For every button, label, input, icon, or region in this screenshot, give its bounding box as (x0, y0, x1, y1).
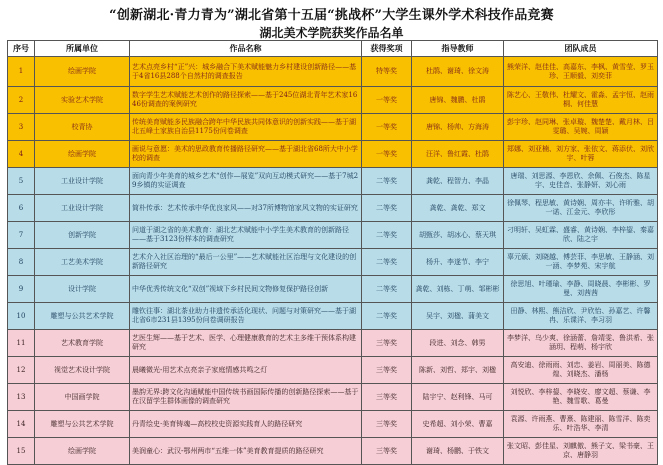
row-award: 特等奖 (362, 57, 412, 87)
row-award: 二等奖 (362, 222, 412, 249)
row-teachers: 史希超、刘小荣、曹嘉 (412, 411, 504, 438)
row-work: 丹青绘史·美育铸魂—高校校史资源实践育人的路径研究 (130, 411, 362, 438)
header-award: 获得奖项 (362, 41, 412, 57)
table-row (8, 357, 658, 384)
row-members: 张文昭、彭佳星、刘麒傲、熊子文、梁书豪、王京、唐静羽 (504, 438, 658, 465)
row-number: 2 (8, 87, 35, 114)
row-award: 一等奖 (362, 87, 412, 114)
row-unit: 工艺美术学院 (35, 249, 130, 276)
row-teachers: 陈新、刘哲、郑宇、刘楹 (412, 357, 504, 384)
row-award: 三等奖 (362, 384, 412, 411)
row-award: 一等奖 (362, 141, 412, 168)
document-subtitle: 湖北美术学院获奖作品名单 (259, 26, 404, 40)
row-members: 彭宇珍、赵同琳、张卓璇、魏楚楚、戴月林、吕雯璐、吴婉、周颖 (504, 114, 658, 141)
row-teachers: 胡甄莎、胡冰心、蔡天琪 (412, 222, 504, 249)
header-work: 作品名称 (130, 41, 362, 57)
row-work: 中华优秀传统文化“双创”视域下乡村民间文物修复保护路径创新 (130, 276, 362, 303)
table-row (8, 195, 658, 222)
row-work: 晨曦微光-用艺术点亮亲子家庭情感共鸣之灯 (130, 357, 362, 384)
row-unit: 艺术教育学院 (35, 330, 130, 357)
row-work: 问道于湖之省的美术教育：湖北艺术赋能中小学生美术教育的创新路径——基于3123份样本的调查研究 (130, 222, 362, 249)
row-award: 三等奖 (362, 357, 412, 384)
row-teachers: 吴宇、刘楹、蒲美文 (412, 303, 504, 330)
row-members: 刁明轩、吴虹霖、盛睿、黄诗娴、李梓鋆、秦嘉欣、陆之宇 (504, 222, 658, 249)
row-teachers: 杜鹃、谢琦、徐文涛 (412, 57, 504, 87)
row-members: 李梦洋、乌少爽、徐涵蕾、詹靖雯、鲁洪希、张涵玥、程萌、杨宇欣 (504, 330, 658, 357)
row-award: 三等奖 (362, 438, 412, 465)
row-teachers: 龚乾、刘栋、丁萌、邹彬彬 (412, 276, 504, 303)
row-teachers: 龚乾、程智力、李晶 (412, 168, 504, 195)
row-unit: 雕塑与公共艺术学院 (35, 303, 130, 330)
row-members: 刘悦欣、李梓鋆、李晓安、廖文超、蔡谦、李艳、魏雪歌、葛曼 (504, 384, 658, 411)
row-work: 画说与意愿：美术的思政教育传播路径研究——基于湖北省68所大中小学校的调查 (130, 141, 362, 168)
row-work: 墨韵无界:跨文化沟通赋能中国传统书画国际传播的创新路径探索——基于在汉留学生群体画像的调查研究 (130, 384, 362, 411)
header-members: 团队成员 (504, 41, 658, 57)
row-members: 熊荣洋、赵佳佳、高嘉东、李枫、黄雪莹、罗玉珍、王顺毅、刘奕菲 (504, 57, 658, 87)
row-unit: 校青协 (35, 114, 130, 141)
row-members: 辜元硕、刘晓越、傅芸菲、李思敏、王静涵、刘一涵、李梦苑、宋宇航 (504, 249, 658, 276)
table-row (8, 57, 658, 87)
row-members: 郑娜、刘亚楠、刘方家、张依文、蒋添伏、刘欣宇、叶蓉 (504, 141, 658, 168)
row-teachers: 陆宇宁、赵利锋、马可 (412, 384, 504, 411)
row-unit: 实验艺术学院 (35, 87, 130, 114)
table-row (8, 384, 658, 411)
row-work: 面向青少年美育的城乡艺术“创作—展览”双向互动模式研究——基于7城29乡镇的实证调查 (130, 168, 362, 195)
row-teachers: 龚乾、龚乾、郑文 (412, 195, 504, 222)
row-work: 艺术点亮乡村“正”兴：城乡融合下美术赋能魅力乡村建设创新路径——基于4省16县288个自然村的调查报告 (130, 57, 362, 87)
table-row (8, 276, 658, 303)
row-unit: 中国画学院 (35, 384, 130, 411)
row-number: 10 (8, 303, 35, 330)
row-work: 雕钦往事：湖北茶业助力非遗传承活化现状、问题与对策研究——基于湖北省6市231县1395份问卷调研报告 (130, 303, 362, 330)
award-table (7, 40, 658, 465)
row-teachers: 唐锦、杨帅、方海涛 (412, 114, 504, 141)
row-number: 9 (8, 276, 35, 303)
table-header-row (8, 41, 658, 57)
row-award: 三等奖 (362, 330, 412, 357)
row-members: 徐佩琴、程思敏、黄诗娴、周亦丰、许昕雅、胡一诺、江金元、李欣彤 (504, 195, 658, 222)
row-members: 田静、林熙、熊洁欣、尹欣怡、孙嘉艺、许馨冉、乐谍洋、李习羽 (504, 303, 658, 330)
row-members: 徐思旭、叶瑾瑜、李静、周晓晨、李彬彬、罗曼、刘茜茜 (504, 276, 658, 303)
header-number: 序号 (8, 41, 35, 57)
row-number: 6 (8, 195, 35, 222)
row-unit: 绘画学院 (35, 57, 130, 87)
row-unit: 工业设计学院 (35, 195, 130, 222)
row-number: 12 (8, 357, 35, 384)
row-work: 数字学生艺术赋能艺术创作的路径探索——基于245位湖北青年艺术家1646份调查的案例研究 (130, 87, 362, 114)
row-award: 二等奖 (362, 168, 412, 195)
table-row (8, 222, 658, 249)
table-row (8, 438, 658, 465)
table-row (8, 303, 658, 330)
row-number: 1 (8, 57, 35, 87)
row-work: 美润童心：武汉-鄂州两市“五维一体”美育教育提质的路径研究 (130, 438, 362, 465)
row-award: 二等奖 (362, 249, 412, 276)
row-teachers: 段进、刘念、韩男 (412, 330, 504, 357)
row-work: 传统美育赋能多民族融合跨年中华民族共同体意识的创新实践——基于湖北五峰土家族自治县1175份问卷调查 (130, 114, 362, 141)
table-row (8, 114, 658, 141)
row-teachers: 杨升、李遂节、李宁 (412, 249, 504, 276)
row-members: 袁源、许雨燕、曹熹、陈建丽、陈雪洋、陈奕乐、叶浩华、李清 (504, 411, 658, 438)
row-unit: 设计学院 (35, 276, 130, 303)
row-number: 5 (8, 168, 35, 195)
row-teachers: 汪洋、鲁红霞、杜鹃 (412, 141, 504, 168)
row-award: 三等奖 (362, 411, 412, 438)
row-award: 二等奖 (362, 195, 412, 222)
row-members: 陈艺心、王敬伟、杜耀文、霍淼、孟宇恒、赵雨桐、何佳慧 (504, 87, 658, 114)
row-unit: 视觉艺术设计学院 (35, 357, 130, 384)
row-members: 唐瑞、刘思源、李恩欣、余佩、石俊杰、陈星宇、史佳音、张静妍、刘心雨 (504, 168, 658, 195)
header-teachers: 指导教师 (412, 41, 504, 57)
table-row (8, 330, 658, 357)
table-row (8, 168, 658, 195)
row-teachers: 谢琦、杨鹏、于铁文 (412, 438, 504, 465)
row-award: 一等奖 (362, 114, 412, 141)
row-number: 13 (8, 384, 35, 411)
row-number: 7 (8, 222, 35, 249)
row-unit: 创新学院 (35, 222, 130, 249)
row-number: 11 (8, 330, 35, 357)
row-teachers: 唐锦、魏鹏、杜鹃 (412, 87, 504, 114)
row-award: 二等奖 (362, 303, 412, 330)
row-work: 简朴传承：艺术传承中华优良家风——对37所博物馆家风文物的实证研究 (130, 195, 362, 222)
row-unit: 绘画学院 (35, 141, 130, 168)
table-row (8, 141, 658, 168)
row-unit: 工业设计学院 (35, 168, 130, 195)
row-unit: 绘画学院 (35, 438, 130, 465)
document-title: “创新湖北·青力青为”湖北省第十五届“挑战杯”大学生课外学术科技作品竞赛 (109, 8, 554, 23)
header-unit: 所属单位 (35, 41, 130, 57)
row-unit: 雕塑与公共艺术学院 (35, 411, 130, 438)
table-row (8, 411, 658, 438)
row-number: 3 (8, 114, 35, 141)
row-members: 高安迪、徐雨雨、刘忠、姜岩、周丽美、陈德煌、刘晓杰、潘杨 (504, 357, 658, 384)
table-row (8, 249, 658, 276)
row-award: 二等奖 (362, 276, 412, 303)
row-number: 15 (8, 438, 35, 465)
row-number: 4 (8, 141, 35, 168)
row-work: 艺医生辉——基于艺术、医学、心理健康教育的艺术主多维干预体系构建研究 (130, 330, 362, 357)
row-work: 艺术介入社区治理的“最后一公里”——艺术赋能社区治理与文化建设的创新路径研究 (130, 249, 362, 276)
table-row (8, 87, 658, 114)
row-number: 14 (8, 411, 35, 438)
row-number: 8 (8, 249, 35, 276)
